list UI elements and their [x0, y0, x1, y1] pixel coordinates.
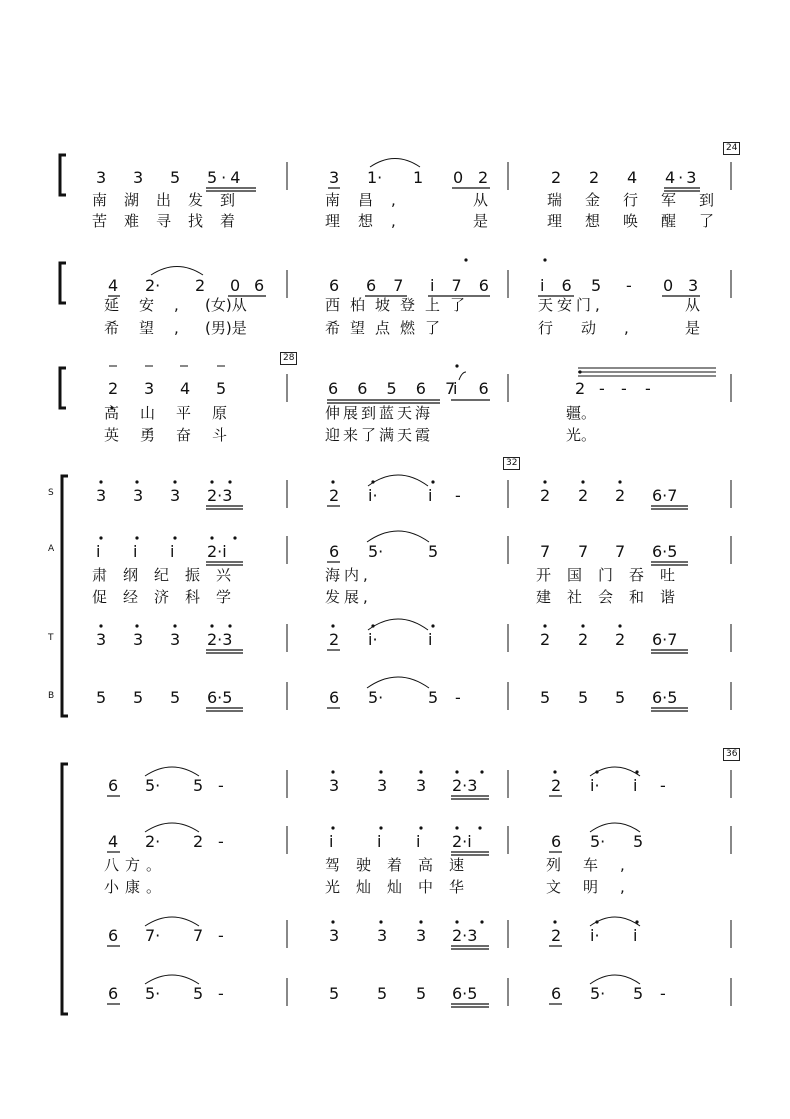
s5-soprano-note: 3 — [416, 776, 427, 795]
s1-note: 3 — [133, 168, 144, 187]
s5-tenor-note: 7· — [145, 926, 161, 945]
s5-soprano-note: 2·3 — [452, 776, 478, 795]
s1-note: 2 — [478, 168, 489, 187]
s1-note: 3 — [96, 168, 107, 187]
s2-note: i 6 — [540, 276, 578, 295]
s3-note: 2 — [108, 379, 119, 398]
s2-lyric: 西柏坡登上了 — [325, 296, 476, 314]
voice-label-tenor: T — [48, 633, 54, 643]
s3-lyric: 英勇奋斗 — [104, 426, 249, 444]
s3-lyric: 高山平原 — [104, 404, 249, 422]
rehearsal-mark-32: 32 — [503, 457, 520, 470]
s2-note: 0 — [663, 276, 674, 295]
s2-note: 0 — [230, 276, 241, 295]
s3-note: 6 6 5 6 7 — [328, 379, 463, 398]
s4-alto-note: 5 — [428, 542, 439, 561]
s4-tenor-note: 3 — [133, 630, 144, 649]
s2-lyric: (男)是 — [205, 319, 247, 337]
s5-lyric: 小康。 — [104, 878, 168, 896]
s5-tenor-note: 3 — [377, 926, 388, 945]
s5-bass-note: 6 — [108, 984, 119, 1003]
s2-lyric: (女)从 — [205, 296, 247, 314]
s4-soprano-note: i· — [368, 486, 378, 505]
s5-tenor-note: 3 — [329, 926, 340, 945]
s4-bass-note: 5 — [540, 688, 551, 707]
s1-lyric: 苦难寻找着 — [92, 212, 253, 230]
s3-lyric: 伸展到蓝天海 — [325, 404, 434, 422]
s5-soprano-note: 3 — [377, 776, 388, 795]
s3-note: i 6 — [453, 379, 497, 398]
s4-alto-note: i — [133, 542, 138, 561]
s4-soprano-note: 6·7 — [652, 486, 678, 505]
s5-alto-note: 6 — [551, 832, 562, 851]
s2-note: 2 — [195, 276, 206, 295]
s4-tenor-note: 2 — [615, 630, 626, 649]
s4-alto-note: 5· — [368, 542, 384, 561]
s5-soprano-note: 5 — [193, 776, 204, 795]
s4-soprano-note: - — [455, 486, 461, 505]
s3-note: - — [599, 379, 605, 398]
s5-bass-note: 6·5 — [452, 984, 478, 1003]
s5-lyric: 驾驶着高速 — [325, 856, 481, 874]
s5-alto-note: i — [416, 832, 421, 851]
s1-note: 1 — [413, 168, 424, 187]
s4-tenor-note: i — [428, 630, 433, 649]
s4-soprano-note: 3 — [133, 486, 144, 505]
s5-tenor-note: i — [633, 926, 638, 945]
s4-soprano-note: 2 — [578, 486, 589, 505]
s5-soprano-note: i· — [590, 776, 600, 795]
s4-soprano-note: 2 — [329, 486, 340, 505]
s3-lyric: 迎来了满天霞 — [325, 426, 434, 444]
s2-note: 6 — [329, 276, 340, 295]
s3-note: - — [621, 379, 627, 398]
s1-lyric: 南湖出发到 — [92, 191, 253, 209]
s2-note: 5 — [591, 276, 602, 295]
voice-label-alto: A — [48, 544, 55, 554]
s3-note: - — [645, 379, 651, 398]
s3-note: 4 — [180, 379, 191, 398]
rehearsal-mark-28: 28 — [280, 352, 297, 365]
s5-lyric: 列车, — [546, 856, 647, 874]
s4-alto-note: 7 — [615, 542, 626, 561]
s4-lyric: 海内, — [325, 566, 372, 584]
s4-soprano-note: 2 — [540, 486, 551, 505]
s2-note: 2· — [145, 276, 161, 295]
s1-note: 4 — [627, 168, 638, 187]
s2-lyric: 延安, — [104, 296, 199, 314]
s5-alto-note: 4 — [108, 832, 119, 851]
s5-tenor-note: i· — [590, 926, 600, 945]
s5-alto-note: 5 — [633, 832, 644, 851]
s5-tenor-note: 6 — [108, 926, 119, 945]
s2-note: - — [626, 276, 632, 295]
s3-note: 2 — [575, 379, 586, 398]
s4-alto-note: i — [96, 542, 101, 561]
s5-soprano-note: 5· — [145, 776, 161, 795]
s5-tenor-note: 3 — [416, 926, 427, 945]
s1-lyric: 是 — [473, 212, 489, 230]
s4-lyric: 促经济科学 — [92, 588, 248, 606]
s5-soprano-note: 6 — [108, 776, 119, 795]
s5-soprano-note: - — [660, 776, 666, 795]
s4-bass-note: 5 — [428, 688, 439, 707]
s1-lyric: 瑞金行军到 — [547, 191, 738, 209]
s5-alto-note: 2· — [145, 832, 161, 851]
s4-soprano-note: 3 — [96, 486, 107, 505]
s5-bass-note: 5· — [590, 984, 606, 1003]
s1-lyric: 理想, — [325, 212, 414, 230]
s5-lyric: 光灿灿中华 — [325, 878, 481, 896]
s5-tenor-note: - — [218, 926, 224, 945]
s5-lyric: 八方。 — [104, 856, 168, 874]
s2-lyric: 天安门, — [538, 296, 604, 314]
rehearsal-mark-36: 36 — [723, 748, 740, 761]
s4-tenor-note: i· — [368, 630, 378, 649]
s1-lyric: 从 — [473, 191, 489, 209]
s5-alto-note: - — [218, 832, 224, 851]
s4-bass-note: 5 — [578, 688, 589, 707]
s5-alto-note: i — [329, 832, 334, 851]
s4-lyric: 建社会和谐 — [536, 588, 692, 606]
s4-alto-note: 2·i — [207, 542, 227, 561]
s4-alto-note: 6 — [329, 542, 340, 561]
s4-alto-note: 6·5 — [652, 542, 678, 561]
s4-tenor-note: 3 — [96, 630, 107, 649]
s5-bass-note: 5· — [145, 984, 161, 1003]
s2-note: 6 — [254, 276, 265, 295]
s3-note: 3 — [144, 379, 155, 398]
s4-bass-note: 5 — [615, 688, 626, 707]
s4-soprano-note: 2·3 — [207, 486, 233, 505]
s1-lyric: 南昌, — [325, 191, 414, 209]
s2-lyric: 是 — [685, 319, 701, 337]
s4-bass-note: 5 — [170, 688, 181, 707]
s5-tenor-note: 2 — [551, 926, 562, 945]
s3-lyric: 疆。 — [566, 404, 597, 422]
s5-bass-note: 5 — [329, 984, 340, 1003]
s3-note: 5 — [216, 379, 227, 398]
s5-alto-note: 2 — [193, 832, 204, 851]
s4-tenor-note: 3 — [170, 630, 181, 649]
s4-tenor-note: 2·3 — [207, 630, 233, 649]
s4-bass-note: - — [455, 688, 461, 707]
s4-tenor-note: 2 — [329, 630, 340, 649]
s1-note: 1· — [367, 168, 383, 187]
s1-note: 5·4 — [207, 168, 245, 187]
s5-bass-note: 5 — [633, 984, 644, 1003]
s2-note: 3 — [688, 276, 699, 295]
s5-tenor-note: 2·3 — [452, 926, 478, 945]
s4-lyric: 发展, — [325, 588, 372, 606]
s5-bass-note: - — [218, 984, 224, 1003]
s3-lyric: 光。 — [566, 426, 597, 444]
s1-note: 5 — [170, 168, 181, 187]
s4-bass-note: 5 — [133, 688, 144, 707]
s5-soprano-note: i — [633, 776, 638, 795]
s4-tenor-note: 2 — [540, 630, 551, 649]
s5-alto-note: 2·i — [452, 832, 472, 851]
s1-lyric: 理想唤醒了 — [547, 212, 738, 230]
s4-soprano-note: i — [428, 486, 433, 505]
s4-tenor-note: 2 — [578, 630, 589, 649]
s1-note: 3 — [329, 168, 340, 187]
s2-note: 6 7 — [366, 276, 410, 295]
s4-bass-note: 5 — [96, 688, 107, 707]
s2-note: 4 — [108, 276, 119, 295]
s4-bass-note: 6·5 — [207, 688, 233, 707]
s5-bass-note: - — [660, 984, 666, 1003]
s4-alto-note: 7 — [540, 542, 551, 561]
s4-soprano-note: 2 — [615, 486, 626, 505]
s1-note: 2 — [551, 168, 562, 187]
s2-lyric: 从 — [685, 296, 701, 314]
s5-bass-note: 5 — [416, 984, 427, 1003]
s5-soprano-note: 3 — [329, 776, 340, 795]
s2-note: i 7 6 — [430, 276, 495, 295]
s2-lyric: 希望点燃了 — [325, 319, 451, 337]
s1-note: 0 — [453, 168, 464, 187]
s5-soprano-note: - — [218, 776, 224, 795]
s4-alto-note: i — [170, 542, 175, 561]
s2-lyric: 希望, — [104, 319, 199, 337]
s4-lyric: 肃纲纪振兴 — [92, 566, 248, 584]
s2-lyric: 行动, — [538, 319, 657, 337]
s5-lyric: 文明, — [546, 878, 647, 896]
voice-label-soprano: S — [48, 488, 54, 498]
s5-soprano-note: 2 — [551, 776, 562, 795]
s4-bass-note: 6 — [329, 688, 340, 707]
s4-bass-note: 5· — [368, 688, 384, 707]
s5-tenor-note: 7 — [193, 926, 204, 945]
s5-alto-note: 5· — [590, 832, 606, 851]
s4-tenor-note: 6·7 — [652, 630, 678, 649]
s5-bass-note: 5 — [377, 984, 388, 1003]
s4-bass-note: 6·5 — [652, 688, 678, 707]
rehearsal-mark-24: 24 — [723, 142, 740, 155]
s5-bass-note: 5 — [193, 984, 204, 1003]
s1-note: 4·3 — [665, 168, 700, 187]
s5-bass-note: 6 — [551, 984, 562, 1003]
s4-soprano-note: 3 — [170, 486, 181, 505]
voice-label-bass: B — [48, 691, 55, 701]
s1-note: 2 — [589, 168, 600, 187]
s4-alto-note: 7 — [578, 542, 589, 561]
s5-alto-note: i — [377, 832, 382, 851]
s4-lyric: 开国门吞吐 — [536, 566, 692, 584]
